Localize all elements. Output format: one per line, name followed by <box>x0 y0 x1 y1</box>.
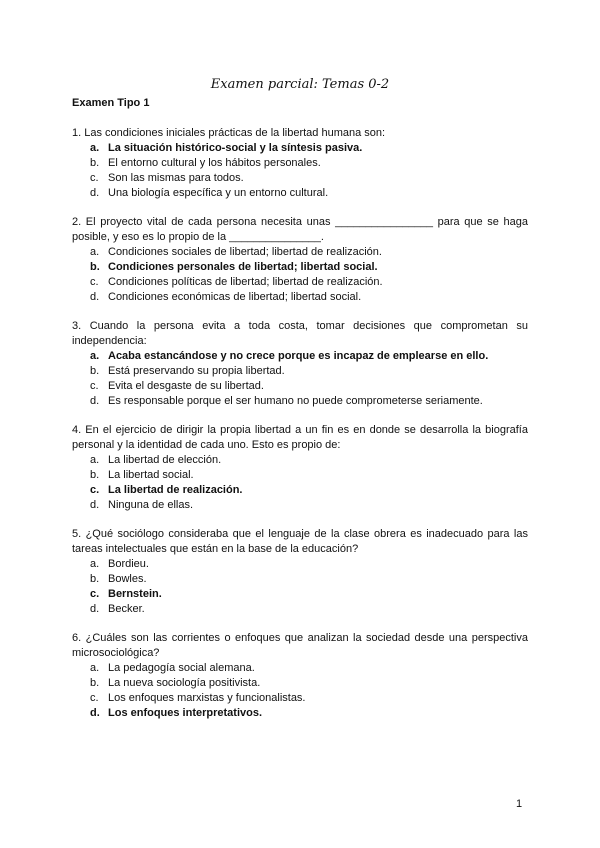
question-text: 4. En el ejercicio de dirigir la propia libertad a un fin es en donde se desarrolla la biografía personal y la identidad de cada uno. Esto es propio de: <box>72 424 528 451</box>
option-text: Los enfoques marxistas y funcionalistas. <box>108 692 306 704</box>
option-text: Condiciones personales de libertad; libertad social. <box>108 261 378 273</box>
correct-answer-option <box>72 349 528 364</box>
options-list <box>72 141 528 201</box>
answer-option <box>72 245 528 260</box>
question-4 <box>72 423 528 513</box>
options-list <box>72 661 528 721</box>
options-list <box>72 245 528 305</box>
exam-title: Examen parcial: Temas 0-2 <box>210 77 390 92</box>
option-letter: c. <box>90 588 100 600</box>
correct-answer-option <box>72 587 528 602</box>
option-text: Condiciones sociales de libertad; libertad de realización. <box>108 246 382 258</box>
question-text: 3. Cuando la persona evita a toda costa, tomar decisiones que comprometan su independencia: <box>72 320 528 347</box>
option-text: Becker. <box>108 603 145 615</box>
answer-option <box>72 394 528 409</box>
answer-option <box>72 364 528 379</box>
option-text: La libertad de realización. <box>108 484 243 496</box>
option-letter: c. <box>90 484 100 496</box>
correct-answer-option <box>72 141 528 156</box>
option-letter: b. <box>90 469 100 481</box>
option-text: Son las mismas para todos. <box>108 172 244 184</box>
question-6 <box>72 631 528 721</box>
option-letter: d. <box>90 291 100 303</box>
question-text: 5. ¿Qué sociólogo consideraba que el lenguaje de la clase obrera es inadecuado para las tareas intelectuales que están en la base de la educación? <box>72 528 528 555</box>
option-letter: b. <box>90 157 100 169</box>
option-letter: c. <box>90 692 99 704</box>
answer-option <box>72 468 528 483</box>
option-text: Acaba estancándose y no crece porque es incapaz de emplearse en ello. <box>108 350 489 362</box>
option-letter: b. <box>90 573 100 585</box>
question-text: 2. El proyecto vital de cada persona necesita unas ________________ para que se haga posible, y eso es lo propio de la _______________. <box>72 216 528 243</box>
option-text: La nueva sociología positivista. <box>108 677 261 689</box>
option-text: Evita el desgaste de su libertad. <box>108 380 264 392</box>
option-text: La libertad de elección. <box>108 454 222 466</box>
option-letter: a. <box>90 558 100 570</box>
option-letter: d. <box>90 707 100 719</box>
question-3 <box>72 319 528 409</box>
option-text: Los enfoques interpretativos. <box>108 707 263 719</box>
exam-subtitle: Examen Tipo 1 <box>72 97 150 109</box>
question-text: 1. Las condiciones iniciales prácticas de la libertad humana son: <box>72 127 386 139</box>
answer-option <box>72 661 528 676</box>
option-letter: d. <box>90 499 100 511</box>
option-text: La situación histórico-social y la síntesis pasiva. <box>108 142 363 154</box>
correct-answer-option <box>72 706 528 721</box>
options-list <box>72 453 528 513</box>
option-text: Condiciones económicas de libertad; libertad social. <box>108 291 362 303</box>
option-text: Ninguna de ellas. <box>108 499 194 511</box>
option-letter: c. <box>90 276 99 288</box>
option-letter: d. <box>90 395 100 407</box>
answer-option <box>72 156 528 171</box>
options-list <box>72 557 528 617</box>
option-letter: c. <box>90 172 99 184</box>
question-1 <box>72 126 528 201</box>
answer-option <box>72 186 528 201</box>
option-letter: a. <box>90 142 100 154</box>
answer-option <box>72 290 528 305</box>
option-letter: a. <box>90 246 100 258</box>
option-text: El entorno cultural y los hábitos personales. <box>108 157 321 169</box>
option-letter: a. <box>90 662 100 674</box>
answer-option <box>72 171 528 186</box>
option-letter: a. <box>90 454 100 466</box>
question-list <box>72 126 528 735</box>
option-text: La libertad social. <box>108 469 194 481</box>
answer-option <box>72 379 528 394</box>
answer-option <box>72 602 528 617</box>
option-text: Es responsable porque el ser humano no puede comprometerse seriamente. <box>108 395 483 407</box>
option-text: Bordieu. <box>108 558 149 570</box>
option-letter: b. <box>90 677 100 689</box>
options-list <box>72 349 528 409</box>
option-text: Está preservando su propia libertad. <box>108 365 285 377</box>
option-text: Bowles. <box>108 573 147 585</box>
answer-option <box>72 275 528 290</box>
answer-option <box>72 557 528 572</box>
answer-option <box>72 498 528 513</box>
answer-option <box>72 572 528 587</box>
option-text: Una biología específica y un entorno cultural. <box>108 187 329 199</box>
option-letter: b. <box>90 365 100 377</box>
question-text: 6. ¿Cuáles son las corrientes o enfoques que analizan la sociedad desde una perspectiva microsociológica? <box>72 632 528 659</box>
option-letter: a. <box>90 350 100 362</box>
correct-answer-option <box>72 260 528 275</box>
question-2 <box>72 215 528 305</box>
question-5 <box>72 527 528 617</box>
option-letter: c. <box>90 380 99 392</box>
option-text: Condiciones políticas de libertad; libertad de realización. <box>108 276 383 288</box>
correct-answer-option <box>72 483 528 498</box>
option-text: La pedagogía social alemana. <box>108 662 255 674</box>
option-letter: b. <box>90 261 100 273</box>
answer-option <box>72 453 528 468</box>
option-text: Bernstein. <box>108 588 162 600</box>
option-letter: d. <box>90 603 100 615</box>
option-letter: d. <box>90 187 100 199</box>
page-number: 1 <box>516 798 523 810</box>
answer-option <box>72 676 528 691</box>
answer-option <box>72 691 528 706</box>
